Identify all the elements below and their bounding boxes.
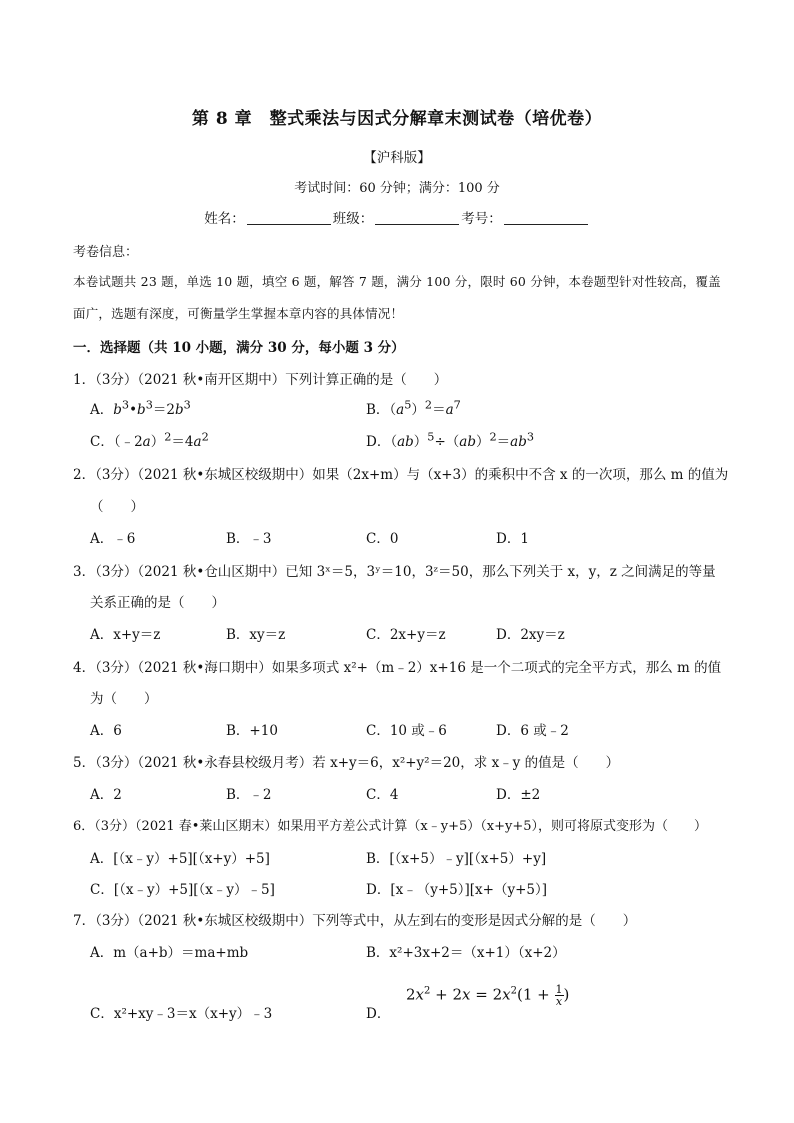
question-4-cont: 为（ ） — [90, 691, 158, 707]
section-heading: 一．选择题（共 10 小题，满分 30 分，每小题 3 分） — [73, 340, 405, 356]
q6-option-c[interactable]: C．[（x﹣y）+5][（x﹣y）﹣5] — [90, 882, 275, 898]
question-3-cont: 关系正确的是（ ） — [90, 595, 225, 611]
q5-option-b[interactable]: B．﹣2 — [226, 787, 272, 803]
q3-option-a[interactable]: A．x+y＝z — [90, 627, 161, 643]
q1-option-b[interactable]: B．$(a^5)^2=a^7$ — [366, 398, 461, 418]
q5-option-c[interactable]: C．4 — [366, 787, 399, 803]
class-label: 班级： — [332, 211, 374, 227]
page-title: 第 8 章 整式乘法与因式分解章末测试卷（培优卷） — [191, 109, 603, 129]
q6-option-d[interactable]: D．[x﹣（y+5）][x+（y+5）] — [366, 882, 547, 898]
q2-option-a[interactable]: A．﹣6 — [90, 531, 136, 547]
name-label: 姓名： — [204, 211, 245, 227]
q1-option-c[interactable]: C．$(﹣2a)^2=4a^2$ — [90, 430, 209, 450]
class-blank[interactable] — [375, 210, 459, 225]
q2-option-b[interactable]: B．﹣3 — [226, 531, 272, 547]
student-info-row — [0, 207, 794, 227]
number-label: 考号： — [461, 211, 502, 227]
q2-option-c[interactable]: C．0 — [366, 531, 399, 547]
info-text: 本卷试题共 23 题，单选 10 题，填空 6 题，解答 7 题，满分 100 分，限时 60 分钟，本卷题型针对性较高，覆盖面广，选题有深度，可衡量学生掌握本章内容的具体情况！ — [73, 274, 721, 321]
q4-option-c[interactable]: C．10 或﹣6 — [366, 723, 447, 739]
question-1-stem: 1．（3分）（2021 秋•南开区期中）下列计算正确的是（ ） — [73, 372, 448, 388]
q5-option-d[interactable]: D．±2 — [496, 787, 541, 803]
q7-option-a[interactable]: A．m（a+b）＝ma+mb — [90, 945, 249, 961]
q7-option-c[interactable]: C．x²+xy﹣3＝x（x+y）﹣3 — [90, 1006, 273, 1022]
question-4-stem: 4．（3分）（2021 秋•海口期中）如果多项式 x²+（m﹣2）x+16 是一个二项式的完全平方式，那么 m 的值 — [73, 660, 722, 676]
question-2-cont: （ ） — [90, 499, 144, 515]
q5-option-a[interactable]: A．2 — [90, 787, 122, 803]
q7-option-b[interactable]: B．x²+3x+2＝（x+1）（x+2） — [366, 945, 566, 961]
question-6-stem: 6．（3分）（2021 春•莱山区期末）如果用平方差公式计算（x﹣y+5）（x+y+5），则可将原式变形为（ ） — [73, 819, 707, 834]
question-3-stem: 3．（3分）（2021 秋•仓山区期中）已知 3ˣ＝5，3ʸ＝10，3ᶻ＝50，那么下列关于 x，y，z 之间满足的等量 — [73, 564, 716, 580]
q4-option-a[interactable]: A．6 — [90, 723, 122, 739]
q6-option-b[interactable]: B．[（x+5）﹣y][（x+5）+y] — [366, 851, 547, 867]
q3-option-b[interactable]: B．xy＝z — [226, 627, 286, 643]
question-5-stem: 5．（3分）（2021 秋•永春县校级月考）若 x+y＝6，x²+y²＝20，求 x﹣y 的值是（ ） — [73, 755, 620, 771]
q1-option-d[interactable]: D．$(ab)^5\div(ab)^2=ab^3$ — [366, 430, 535, 450]
question-7-stem: 7．（3分）（2021 秋•东城区校级期中）下列等式中，从左到右的变形是因式分解的是（ ） — [73, 913, 637, 929]
q4-option-d[interactable]: D．6 或﹣2 — [496, 723, 569, 739]
q3-option-d[interactable]: D．2xy＝z — [496, 627, 565, 643]
exam-info: 考试时间：60 分钟；满分：100 分 — [294, 181, 500, 196]
q6-option-a[interactable]: A．[（x﹣y）+5][（x+y）+5] — [90, 851, 270, 867]
q2-option-d[interactable]: D．1 — [496, 531, 529, 547]
edition-label: 【沪科版】 — [363, 150, 431, 166]
q7-option-d[interactable]: D． — [366, 1006, 391, 1022]
number-blank[interactable] — [504, 210, 588, 225]
question-2-stem: 2．（3分）（2021 秋•东城区校级期中）如果（2x+m）与（x+3）的乘积中不含 x 的一次项，那么 m 的值为 — [73, 467, 729, 483]
info-label: 考卷信息： — [73, 245, 139, 260]
q7-option-d-formula: $2x^2 + 2x = 2x^2(1$ + $\frac{1}{x}$ ) — [406, 983, 570, 1008]
q1-option-a[interactable]: A．$b^3•b^3=2b^3$ — [90, 398, 191, 418]
name-blank[interactable] — [247, 210, 331, 225]
q3-option-c[interactable]: C．2x+y＝z — [366, 627, 446, 643]
q4-option-b[interactable]: B．+10 — [226, 723, 278, 739]
